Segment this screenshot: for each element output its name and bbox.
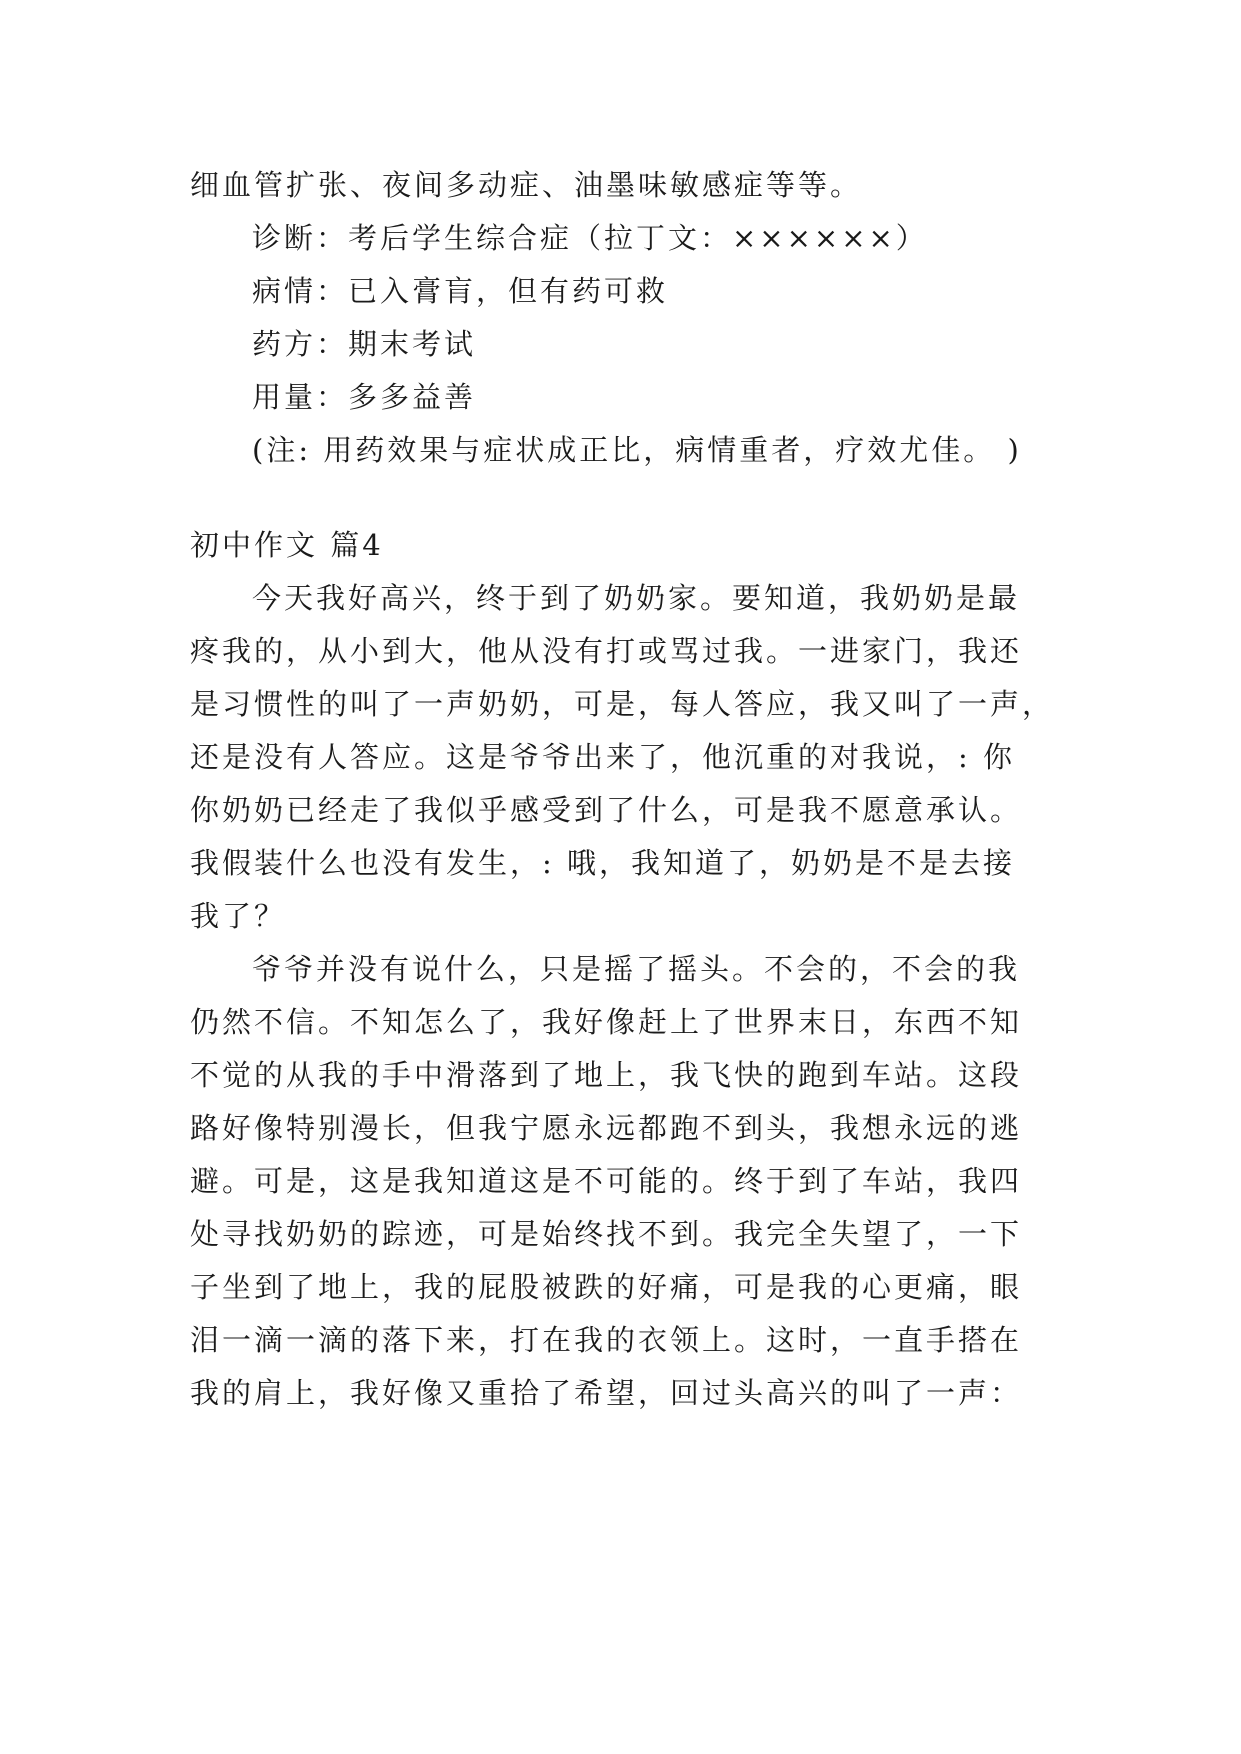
section-heading: 初中作文 篇4 — [190, 528, 384, 562]
continuation-line: 细血管扩张、夜间多动症、油墨味敏感症等等。 — [190, 168, 863, 202]
paragraph-line: 我的肩上，我好像又重拾了希望，回过头高兴的叫了一声： — [190, 1376, 1023, 1410]
paragraph-line: 我了？ — [190, 899, 287, 933]
paragraph-line: 子坐到了地上，我的屁股被跌的好痛，可是我的心更痛，眼 — [190, 1270, 1023, 1304]
diagnosis-line: 诊断：考后学生综合症（拉丁文：××××××） — [252, 221, 928, 255]
note-line: (注: 用药效果与症状成正比，病情重者，疗效尤佳。 ) — [252, 433, 1022, 467]
paragraph-line: 我假装什么也没有发生，: 哦，我知道了，奶奶是不是去接 — [190, 846, 1015, 880]
paragraph-line: 疼我的，从小到大，他从没有打或骂过我。一进家门，我还 — [190, 634, 1023, 668]
paragraph-line: 路好像特别漫长，但我宁愿永远都跑不到头，我想永远的逃 — [190, 1111, 1023, 1145]
paragraph-line: 你奶奶已经走了我似乎感受到了什么，可是我不愿意承认。 — [190, 793, 1023, 827]
dosage-line: 用量：多多益善 — [252, 380, 477, 414]
paragraph-line: 避。可是，这是我知道这是不可能的。终于到了车站，我四 — [190, 1164, 1023, 1198]
paragraph-line: 爷爷并没有说什么，只是摇了摇头。不会的，不会的我 — [252, 952, 1021, 986]
paragraph-line: 今天我好高兴，终于到了奶奶家。要知道，我奶奶是最 — [252, 581, 1021, 615]
condition-line: 病情：已入膏肓，但有药可救 — [252, 274, 669, 308]
paragraph-line: 仍然不信。不知怎么了，我好像赶上了世界末日，东西不知 — [190, 1005, 1023, 1039]
paragraph-line: 泪一滴一滴的落下来，打在我的衣领上。这时，一直手搭在 — [190, 1323, 1023, 1357]
prescription-line: 药方：期末考试 — [252, 327, 477, 361]
paragraph-line: 是习惯性的叫了一声奶奶，可是，每人答应，我又叫了一声， — [190, 687, 1055, 721]
paragraph-line: 不觉的从我的手中滑落到了地上，我飞快的跑到车站。这段 — [190, 1058, 1023, 1092]
paragraph-line: 还是没有人答应。这是爷爷出来了，他沉重的对我说，: 你 — [190, 740, 1015, 774]
paragraph-line: 处寻找奶奶的踪迹，可是始终找不到。我完全失望了，一下 — [190, 1217, 1023, 1251]
